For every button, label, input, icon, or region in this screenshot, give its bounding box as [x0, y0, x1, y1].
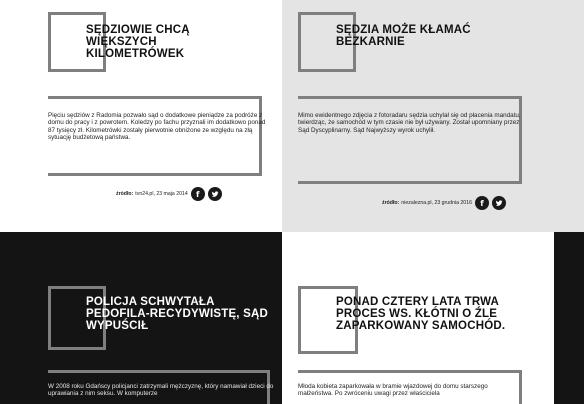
facebook-icon[interactable]: f: [475, 196, 489, 210]
facebook-icon[interactable]: f: [191, 187, 205, 201]
frame-outline: [298, 96, 522, 184]
card-title: SĘDZIA MOŻE KŁAMAĆ BEZKARNIE: [336, 24, 471, 48]
source-label: źródło:: [382, 200, 400, 206]
card-title: SĘDZIOWIE CHCĄ WIĘKSZYCH KILOMETRÓWEK: [86, 24, 190, 60]
card-body: Pięciu sędziów z Radomia pozwało sąd o dodatkowe pieniądze za podróże z domu do pracy i z powrotem. Koledzy po fachu przyznali im dodatkowo ponad 87 tysięcy zł. Kilometrówki zostały pierwotnie obniżone ze względu na złą sytuację budżetową państwa.: [48, 112, 266, 142]
card-title: POLICJA SCHWYTAŁA PEDOFILA-RECYDYWISTĘ, SĄD WYPUŚCIŁ: [86, 296, 268, 332]
source-text: niezalezna.pl, 23 grudnia 2016: [401, 200, 472, 206]
card-source: [382, 196, 506, 210]
source-label: źródło:: [116, 191, 134, 197]
dark-strip: [554, 232, 584, 404]
card-proces-parkowanie: [282, 232, 554, 404]
card-body: Młoda kobieta zaparkowała w bramie wjazdowej do domu starszego małżeństwa. Po zwróceniu uwagi przez właściciela: [298, 383, 488, 398]
card-title: PONAD CZTERY LATA TRWA PROCES WS. KŁÓTNI O ŹLE ZAPARKOWANY SAMOCHÓD.: [336, 296, 506, 332]
twitter-icon[interactable]: [492, 196, 506, 210]
card-source: [116, 187, 222, 201]
card-sedzia-klamac: [282, 0, 584, 232]
twitter-icon[interactable]: [208, 187, 222, 201]
card-body: W 2008 roku Gdańscy policjanci zatrzymali mężczyznę, który namawiał dzieci do uprawiania z nim seksu. W komputerze: [48, 383, 274, 398]
card-body: Mimo ewidentnego zdjęcia z fotoradaru sędzia uchylał się od płacenia mandatu, twierdząc, że samochód w tym czasie nie był używany. Został upomniany przez Sąd Dyscyplinarny. Sąd Najwyższy wyrok uchylił.: [298, 112, 521, 134]
card-policja-pedofil: [0, 232, 282, 404]
source-text: tvn24.pl, 23 maja 2014: [135, 191, 188, 197]
card-sedziowie-kilometrowki: [0, 0, 282, 232]
